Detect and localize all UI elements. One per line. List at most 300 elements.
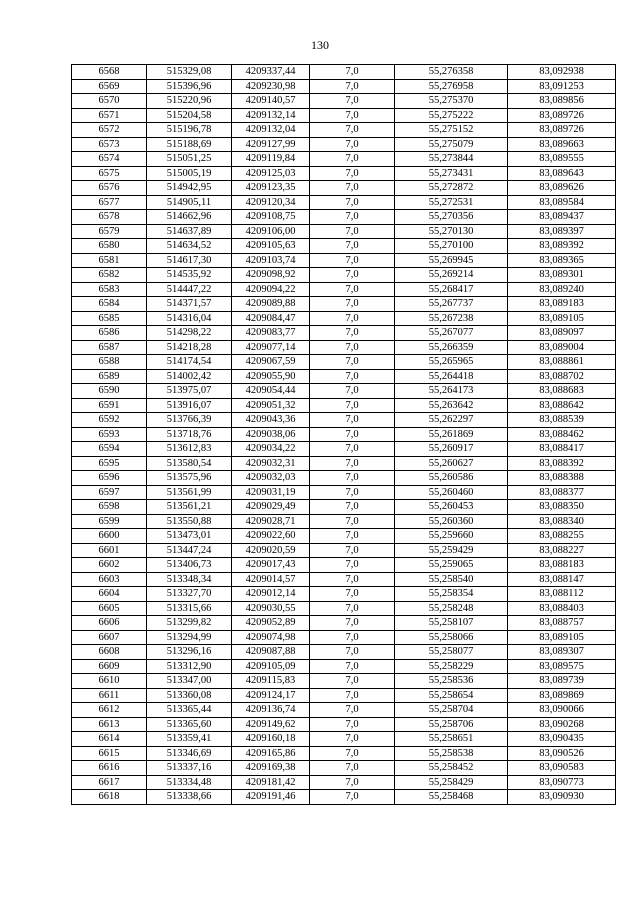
value-cell: 7,0	[310, 790, 395, 805]
y-coordinate-cell: 4209052,89	[232, 616, 310, 631]
x-coordinate-cell: 513575,96	[147, 471, 232, 486]
latitude-cell: 55,276358	[395, 65, 508, 80]
point-number-cell: 6578	[72, 210, 147, 225]
table-row	[72, 775, 616, 790]
longitude-cell: 83,088183	[508, 558, 616, 573]
table-row	[72, 398, 616, 413]
value-cell: 7,0	[310, 311, 395, 326]
x-coordinate-cell: 513550,88	[147, 514, 232, 529]
value-cell: 7,0	[310, 326, 395, 341]
value-cell: 7,0	[310, 456, 395, 471]
point-number-cell: 6579	[72, 224, 147, 239]
table-row	[72, 529, 616, 544]
x-coordinate-cell: 513348,34	[147, 572, 232, 587]
y-coordinate-cell: 4209014,57	[232, 572, 310, 587]
point-number-cell: 6614	[72, 732, 147, 747]
point-number-cell: 6571	[72, 108, 147, 123]
x-coordinate-cell: 513561,99	[147, 485, 232, 500]
longitude-cell: 83,089397	[508, 224, 616, 239]
value-cell: 7,0	[310, 137, 395, 152]
value-cell: 7,0	[310, 297, 395, 312]
latitude-cell: 55,258077	[395, 645, 508, 660]
x-coordinate-cell: 514316,04	[147, 311, 232, 326]
value-cell: 7,0	[310, 746, 395, 761]
latitude-cell: 55,263642	[395, 398, 508, 413]
y-coordinate-cell: 4209087,88	[232, 645, 310, 660]
y-coordinate-cell: 4209034,22	[232, 442, 310, 457]
table-row	[72, 630, 616, 645]
value-cell: 7,0	[310, 587, 395, 602]
table-row	[72, 543, 616, 558]
value-cell: 7,0	[310, 485, 395, 500]
value-cell: 7,0	[310, 572, 395, 587]
y-coordinate-cell: 4209169,38	[232, 761, 310, 776]
longitude-cell: 83,088403	[508, 601, 616, 616]
latitude-cell: 55,258468	[395, 790, 508, 805]
latitude-cell: 55,260460	[395, 485, 508, 500]
latitude-cell: 55,273431	[395, 166, 508, 181]
point-number-cell: 6593	[72, 427, 147, 442]
value-cell: 7,0	[310, 558, 395, 573]
y-coordinate-cell: 4209089,88	[232, 297, 310, 312]
point-number-cell: 6592	[72, 413, 147, 428]
table-row	[72, 123, 616, 138]
table-row	[72, 746, 616, 761]
value-cell: 7,0	[310, 253, 395, 268]
table-row	[72, 790, 616, 805]
table-row	[72, 369, 616, 384]
y-coordinate-cell: 4209165,86	[232, 746, 310, 761]
value-cell: 7,0	[310, 601, 395, 616]
table-row	[72, 761, 616, 776]
point-number-cell: 6587	[72, 340, 147, 355]
table-row	[72, 108, 616, 123]
table-row	[72, 137, 616, 152]
table-row	[72, 152, 616, 167]
table-row	[72, 514, 616, 529]
longitude-cell: 83,089584	[508, 195, 616, 210]
y-coordinate-cell: 4209119,84	[232, 152, 310, 167]
value-cell: 7,0	[310, 268, 395, 283]
value-cell: 7,0	[310, 369, 395, 384]
longitude-cell: 83,089739	[508, 674, 616, 689]
table-row	[72, 65, 616, 80]
table-row	[72, 384, 616, 399]
longitude-cell: 83,089301	[508, 268, 616, 283]
point-number-cell: 6590	[72, 384, 147, 399]
value-cell: 7,0	[310, 123, 395, 138]
y-coordinate-cell: 4209108,75	[232, 210, 310, 225]
point-number-cell: 6596	[72, 471, 147, 486]
value-cell: 7,0	[310, 471, 395, 486]
value-cell: 7,0	[310, 703, 395, 718]
longitude-cell: 83,089726	[508, 123, 616, 138]
point-number-cell: 6610	[72, 674, 147, 689]
longitude-cell: 83,089240	[508, 282, 616, 297]
longitude-cell: 83,089437	[508, 210, 616, 225]
x-coordinate-cell: 514174,54	[147, 355, 232, 370]
latitude-cell: 55,260586	[395, 471, 508, 486]
y-coordinate-cell: 4209337,44	[232, 65, 310, 80]
table-row	[72, 297, 616, 312]
point-number-cell: 6609	[72, 659, 147, 674]
y-coordinate-cell: 4209020,59	[232, 543, 310, 558]
point-number-cell: 6580	[72, 239, 147, 254]
point-number-cell: 6606	[72, 616, 147, 631]
point-number-cell: 6600	[72, 529, 147, 544]
longitude-cell: 83,088702	[508, 369, 616, 384]
x-coordinate-cell: 515196,78	[147, 123, 232, 138]
point-number-cell: 6611	[72, 688, 147, 703]
value-cell: 7,0	[310, 398, 395, 413]
x-coordinate-cell: 513975,07	[147, 384, 232, 399]
longitude-cell: 83,088462	[508, 427, 616, 442]
y-coordinate-cell: 4209105,63	[232, 239, 310, 254]
point-number-cell: 6583	[72, 282, 147, 297]
table-row	[72, 340, 616, 355]
x-coordinate-cell: 514371,57	[147, 297, 232, 312]
table-row	[72, 471, 616, 486]
value-cell: 7,0	[310, 616, 395, 631]
longitude-cell: 83,088392	[508, 456, 616, 471]
x-coordinate-cell: 513299,82	[147, 616, 232, 631]
table-row	[72, 616, 616, 631]
x-coordinate-cell: 514634,52	[147, 239, 232, 254]
point-number-cell: 6574	[72, 152, 147, 167]
longitude-cell: 83,089626	[508, 181, 616, 196]
latitude-cell: 55,266359	[395, 340, 508, 355]
value-cell: 7,0	[310, 500, 395, 515]
y-coordinate-cell: 4209017,43	[232, 558, 310, 573]
point-number-cell: 6597	[72, 485, 147, 500]
latitude-cell: 55,258654	[395, 688, 508, 703]
table-row	[72, 456, 616, 471]
latitude-cell: 55,258066	[395, 630, 508, 645]
value-cell: 7,0	[310, 282, 395, 297]
point-number-cell: 6586	[72, 326, 147, 341]
x-coordinate-cell: 513718,76	[147, 427, 232, 442]
point-number-cell: 6613	[72, 717, 147, 732]
point-number-cell: 6617	[72, 775, 147, 790]
point-number-cell: 6608	[72, 645, 147, 660]
latitude-cell: 55,267737	[395, 297, 508, 312]
y-coordinate-cell: 4209074,98	[232, 630, 310, 645]
latitude-cell: 55,258538	[395, 746, 508, 761]
table-row	[72, 645, 616, 660]
y-coordinate-cell: 4209032,31	[232, 456, 310, 471]
value-cell: 7,0	[310, 384, 395, 399]
table-row	[72, 688, 616, 703]
y-coordinate-cell: 4209136,74	[232, 703, 310, 718]
x-coordinate-cell: 513360,08	[147, 688, 232, 703]
latitude-cell: 55,258536	[395, 674, 508, 689]
longitude-cell: 83,088340	[508, 514, 616, 529]
latitude-cell: 55,272531	[395, 195, 508, 210]
y-coordinate-cell: 4209103,74	[232, 253, 310, 268]
longitude-cell: 83,089365	[508, 253, 616, 268]
latitude-cell: 55,265965	[395, 355, 508, 370]
y-coordinate-cell: 4209160,18	[232, 732, 310, 747]
value-cell: 7,0	[310, 761, 395, 776]
longitude-cell: 83,090526	[508, 746, 616, 761]
x-coordinate-cell: 515396,96	[147, 79, 232, 94]
longitude-cell: 83,091253	[508, 79, 616, 94]
x-coordinate-cell: 514218,28	[147, 340, 232, 355]
latitude-cell: 55,269945	[395, 253, 508, 268]
longitude-cell: 83,089643	[508, 166, 616, 181]
point-number-cell: 6577	[72, 195, 147, 210]
longitude-cell: 83,089004	[508, 340, 616, 355]
value-cell: 7,0	[310, 674, 395, 689]
table-row	[72, 572, 616, 587]
x-coordinate-cell: 514637,89	[147, 224, 232, 239]
longitude-cell: 83,089105	[508, 311, 616, 326]
latitude-cell: 55,270130	[395, 224, 508, 239]
x-coordinate-cell: 513365,44	[147, 703, 232, 718]
value-cell: 7,0	[310, 166, 395, 181]
latitude-cell: 55,262297	[395, 413, 508, 428]
longitude-cell: 83,089105	[508, 630, 616, 645]
longitude-cell: 83,088683	[508, 384, 616, 399]
x-coordinate-cell: 515220,96	[147, 94, 232, 109]
x-coordinate-cell: 515005,19	[147, 166, 232, 181]
value-cell: 7,0	[310, 239, 395, 254]
x-coordinate-cell: 514662,96	[147, 210, 232, 225]
value-cell: 7,0	[310, 645, 395, 660]
latitude-cell: 55,264418	[395, 369, 508, 384]
latitude-cell: 55,270356	[395, 210, 508, 225]
y-coordinate-cell: 4209094,22	[232, 282, 310, 297]
point-number-cell: 6585	[72, 311, 147, 326]
point-number-cell: 6573	[72, 137, 147, 152]
y-coordinate-cell: 4209077,14	[232, 340, 310, 355]
y-coordinate-cell: 4209083,77	[232, 326, 310, 341]
latitude-cell: 55,276958	[395, 79, 508, 94]
point-number-cell: 6598	[72, 500, 147, 515]
y-coordinate-cell: 4209038,06	[232, 427, 310, 442]
table-row	[72, 282, 616, 297]
y-coordinate-cell: 4209051,32	[232, 398, 310, 413]
y-coordinate-cell: 4209106,00	[232, 224, 310, 239]
value-cell: 7,0	[310, 543, 395, 558]
x-coordinate-cell: 513327,70	[147, 587, 232, 602]
table-row	[72, 355, 616, 370]
table-row	[72, 166, 616, 181]
y-coordinate-cell: 4209120,34	[232, 195, 310, 210]
y-coordinate-cell: 4209125,03	[232, 166, 310, 181]
point-number-cell: 6588	[72, 355, 147, 370]
table-row	[72, 311, 616, 326]
longitude-cell: 83,089575	[508, 659, 616, 674]
value-cell: 7,0	[310, 413, 395, 428]
longitude-cell: 83,089183	[508, 297, 616, 312]
y-coordinate-cell: 4209181,42	[232, 775, 310, 790]
y-coordinate-cell: 4209028,71	[232, 514, 310, 529]
x-coordinate-cell: 515329,08	[147, 65, 232, 80]
x-coordinate-cell: 513365,60	[147, 717, 232, 732]
point-number-cell: 6576	[72, 181, 147, 196]
latitude-cell: 55,267077	[395, 326, 508, 341]
point-number-cell: 6591	[72, 398, 147, 413]
table-row	[72, 195, 616, 210]
y-coordinate-cell: 4209127,99	[232, 137, 310, 152]
latitude-cell: 55,260360	[395, 514, 508, 529]
value-cell: 7,0	[310, 195, 395, 210]
point-number-cell: 6601	[72, 543, 147, 558]
y-coordinate-cell: 4209115,83	[232, 674, 310, 689]
value-cell: 7,0	[310, 732, 395, 747]
latitude-cell: 55,272872	[395, 181, 508, 196]
value-cell: 7,0	[310, 152, 395, 167]
point-number-cell: 6602	[72, 558, 147, 573]
y-coordinate-cell: 4209132,14	[232, 108, 310, 123]
y-coordinate-cell: 4209022,60	[232, 529, 310, 544]
latitude-cell: 55,264173	[395, 384, 508, 399]
y-coordinate-cell: 4209123,35	[232, 181, 310, 196]
x-coordinate-cell: 513294,99	[147, 630, 232, 645]
longitude-cell: 83,088227	[508, 543, 616, 558]
point-number-cell: 6569	[72, 79, 147, 94]
y-coordinate-cell: 4209149,62	[232, 717, 310, 732]
longitude-cell: 83,088417	[508, 442, 616, 457]
point-number-cell: 6589	[72, 369, 147, 384]
value-cell: 7,0	[310, 659, 395, 674]
latitude-cell: 55,258704	[395, 703, 508, 718]
longitude-cell: 83,089307	[508, 645, 616, 660]
x-coordinate-cell: 513473,01	[147, 529, 232, 544]
value-cell: 7,0	[310, 514, 395, 529]
value-cell: 7,0	[310, 529, 395, 544]
latitude-cell: 55,259660	[395, 529, 508, 544]
y-coordinate-cell: 4209230,98	[232, 79, 310, 94]
table-row	[72, 732, 616, 747]
table-row	[72, 239, 616, 254]
x-coordinate-cell: 513334,48	[147, 775, 232, 790]
value-cell: 7,0	[310, 108, 395, 123]
value-cell: 7,0	[310, 427, 395, 442]
longitude-cell: 83,089392	[508, 239, 616, 254]
point-number-cell: 6595	[72, 456, 147, 471]
x-coordinate-cell: 513338,66	[147, 790, 232, 805]
point-number-cell: 6599	[72, 514, 147, 529]
table-row	[72, 500, 616, 515]
y-coordinate-cell: 4209140,57	[232, 94, 310, 109]
value-cell: 7,0	[310, 442, 395, 457]
table-row	[72, 485, 616, 500]
x-coordinate-cell: 514942,95	[147, 181, 232, 196]
longitude-cell: 83,088539	[508, 413, 616, 428]
latitude-cell: 55,275079	[395, 137, 508, 152]
x-coordinate-cell: 513447,24	[147, 543, 232, 558]
point-number-cell: 6581	[72, 253, 147, 268]
longitude-cell: 83,089869	[508, 688, 616, 703]
longitude-cell: 83,088861	[508, 355, 616, 370]
table-row	[72, 703, 616, 718]
x-coordinate-cell: 514002,42	[147, 369, 232, 384]
x-coordinate-cell: 513612,83	[147, 442, 232, 457]
point-number-cell: 6570	[72, 94, 147, 109]
x-coordinate-cell: 513296,16	[147, 645, 232, 660]
longitude-cell: 83,090583	[508, 761, 616, 776]
x-coordinate-cell: 515188,69	[147, 137, 232, 152]
longitude-cell: 83,089097	[508, 326, 616, 341]
latitude-cell: 55,275152	[395, 123, 508, 138]
latitude-cell: 55,267238	[395, 311, 508, 326]
value-cell: 7,0	[310, 340, 395, 355]
table-row	[72, 659, 616, 674]
latitude-cell: 55,259429	[395, 543, 508, 558]
value-cell: 7,0	[310, 181, 395, 196]
latitude-cell: 55,273844	[395, 152, 508, 167]
x-coordinate-cell: 513312,90	[147, 659, 232, 674]
x-coordinate-cell: 513315,66	[147, 601, 232, 616]
point-number-cell: 6605	[72, 601, 147, 616]
value-cell: 7,0	[310, 717, 395, 732]
value-cell: 7,0	[310, 210, 395, 225]
point-number-cell: 6612	[72, 703, 147, 718]
y-coordinate-cell: 4209031,19	[232, 485, 310, 500]
longitude-cell: 83,090268	[508, 717, 616, 732]
y-coordinate-cell: 4209191,46	[232, 790, 310, 805]
latitude-cell: 55,259065	[395, 558, 508, 573]
latitude-cell: 55,258452	[395, 761, 508, 776]
latitude-cell: 55,258229	[395, 659, 508, 674]
point-number-cell: 6594	[72, 442, 147, 457]
latitude-cell: 55,275222	[395, 108, 508, 123]
x-coordinate-cell: 513337,16	[147, 761, 232, 776]
point-number-cell: 6568	[72, 65, 147, 80]
x-coordinate-cell: 513359,41	[147, 732, 232, 747]
value-cell: 7,0	[310, 688, 395, 703]
latitude-cell: 55,269214	[395, 268, 508, 283]
x-coordinate-cell: 513766,39	[147, 413, 232, 428]
x-coordinate-cell: 513406,73	[147, 558, 232, 573]
y-coordinate-cell: 4209054,44	[232, 384, 310, 399]
value-cell: 7,0	[310, 775, 395, 790]
x-coordinate-cell: 514298,22	[147, 326, 232, 341]
table-row	[72, 413, 616, 428]
latitude-cell: 55,258107	[395, 616, 508, 631]
table-row	[72, 253, 616, 268]
longitude-cell: 83,088377	[508, 485, 616, 500]
value-cell: 7,0	[310, 94, 395, 109]
y-coordinate-cell: 4209098,92	[232, 268, 310, 283]
latitude-cell: 55,258540	[395, 572, 508, 587]
y-coordinate-cell: 4209030,55	[232, 601, 310, 616]
table-row	[72, 717, 616, 732]
y-coordinate-cell: 4209067,59	[232, 355, 310, 370]
x-coordinate-cell: 514447,22	[147, 282, 232, 297]
latitude-cell: 55,275370	[395, 94, 508, 109]
latitude-cell: 55,261869	[395, 427, 508, 442]
longitude-cell: 83,089726	[508, 108, 616, 123]
x-coordinate-cell: 513561,21	[147, 500, 232, 515]
x-coordinate-cell: 513580,54	[147, 456, 232, 471]
coordinates-table	[71, 64, 616, 805]
value-cell: 7,0	[310, 355, 395, 370]
latitude-cell: 55,268417	[395, 282, 508, 297]
table-row	[72, 224, 616, 239]
table-row	[72, 427, 616, 442]
longitude-cell: 83,090066	[508, 703, 616, 718]
table-row	[72, 94, 616, 109]
table-row	[72, 558, 616, 573]
table-row	[72, 601, 616, 616]
latitude-cell: 55,260627	[395, 456, 508, 471]
page-number: 130	[311, 38, 329, 52]
longitude-cell: 83,089856	[508, 94, 616, 109]
longitude-cell: 83,090435	[508, 732, 616, 747]
